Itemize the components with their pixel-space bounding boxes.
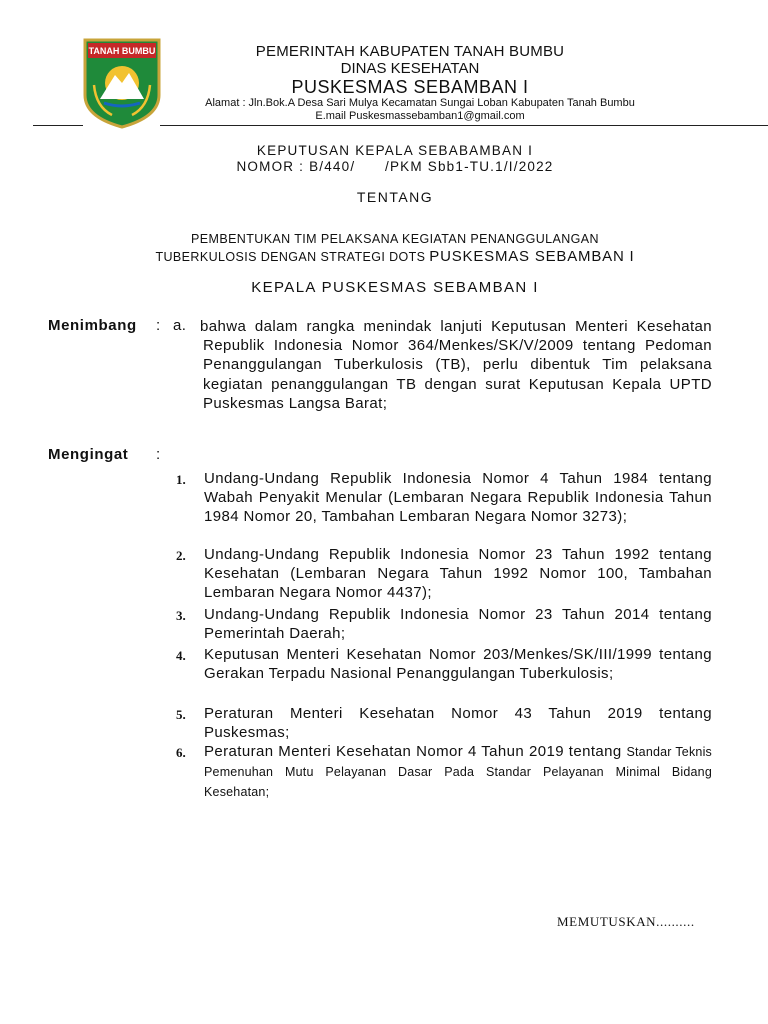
clinic-name: PUSKESMAS SEBAMBAN I bbox=[291, 77, 529, 97]
address-line: Alamat : Jln.Bok.A Desa Sari Mulya Kecamatan Sungai Loban Kabupaten Tanah Bumbu bbox=[205, 97, 635, 109]
subject-line-1: PEMBENTUKAN TIM PELAKSANA KEGIATAN PENANGGULANGAN bbox=[191, 232, 599, 246]
mengingat-item-6-continuation: Standar Teknis Pemenuhan Mutu Pelayanan Dasar Pada Standar Pelayanan Minimal Bidang Kesehatan; bbox=[204, 745, 712, 800]
menimbang-label: Menimbang bbox=[48, 317, 137, 334]
menimbang-text: bahwa dalam rangka menindak lanjuti Keputusan Menteri Kesehatan Republik Indonesia Nomor 364/Menkes/SK/V/2009 tentang Pedoman Penanggulangan Tuberkulosis (TB), perlu dibentuk Tim pelaksana kegiatan penanggulangan TB dengan surat Keputusan Kepala UPTD Puskesmas Langsa Barat; bbox=[200, 318, 712, 412]
mengingat-colon: : bbox=[156, 446, 161, 463]
mengingat-item-1-number: 1. bbox=[176, 472, 186, 487]
mengingat-item-5-text: Peraturan Menteri Kesehatan Nomor 43 Tahun 2019 tentang Puskesmas; bbox=[204, 705, 712, 742]
mengingat-item-5-number: 5. bbox=[176, 707, 186, 722]
agency-name: DINAS KESEHATAN bbox=[340, 60, 480, 77]
letterhead-divider-left bbox=[33, 125, 83, 126]
mengingat-item-3-text: Undang-Undang Republik Indonesia Nomor 23 Tahun 2014 tentang Pemerintah Daerah; bbox=[204, 606, 712, 643]
mengingat-item-6-main: Peraturan Menteri Kesehatan Nomor 4 Tahun 2019 tentang bbox=[204, 743, 622, 760]
decree-number: NOMOR : B/440/ /PKM Sbb1-TU.1/I/2022 bbox=[236, 159, 554, 174]
subject-line-2-text: TUBERKULOSIS DENGAN STRATEGI DOTS bbox=[155, 250, 426, 264]
subject-line-2-clinic: PUSKESMAS SEBAMBAN I bbox=[429, 248, 635, 265]
tentang-heading: TENTANG bbox=[356, 189, 434, 205]
letterhead-divider-right bbox=[160, 125, 768, 126]
mengingat-item-2-text: Undang-Undang Republik Indonesia Nomor 23 Tahun 1992 tentang Kesehatan (Lembaran Negara Tahun 1992 Nomor 100, Tambahan Lembaran Negara Nomor 4437); bbox=[204, 546, 712, 602]
emblem-banner-text: TANAH BUMBU bbox=[88, 46, 156, 56]
email-line: E.mail Puskesmassebamban1@gmail.com bbox=[315, 110, 525, 122]
subject-line-2 bbox=[100, 248, 690, 265]
government-name: PEMERINTAH KABUPATEN TANAH BUMBU bbox=[255, 43, 565, 60]
decree-title: KEPUTUSAN KEPALA SEBABAMBAN I bbox=[256, 143, 534, 158]
menimbang-colon: : bbox=[156, 317, 161, 334]
mengingat-item-4-text: Keputusan Menteri Kesehatan Nomor 203/Menkes/SK/III/1999 tentang Gerakan Terpadu Nasional Penanggulangan Tuberkulosis; bbox=[204, 646, 712, 683]
mengingat-item-6-number: 6. bbox=[176, 745, 186, 760]
memutuskan-continuation: MEMUTUSKAN.......... bbox=[557, 914, 695, 929]
mengingat-item-4-number: 4. bbox=[176, 648, 186, 663]
mengingat-item-2-number: 2. bbox=[176, 548, 186, 563]
mengingat-item-3-number: 3. bbox=[176, 608, 186, 623]
mengingat-item-6-text bbox=[204, 742, 712, 803]
mengingat-item-1-text: Undang-Undang Republik Indonesia Nomor 4 Tahun 1984 tentang Wabah Penyakit Menular (Lembaran Negara Republik Indonesia Tahun 1984 Nomor 20, Tambahan Lembaran Negara Nomor 3273); bbox=[204, 470, 712, 526]
menimbang-marker: a. bbox=[173, 317, 187, 334]
issuer-heading: KEPALA PUSKESMAS SEBAMBAN I bbox=[251, 279, 539, 296]
mengingat-label: Mengingat bbox=[48, 446, 129, 463]
